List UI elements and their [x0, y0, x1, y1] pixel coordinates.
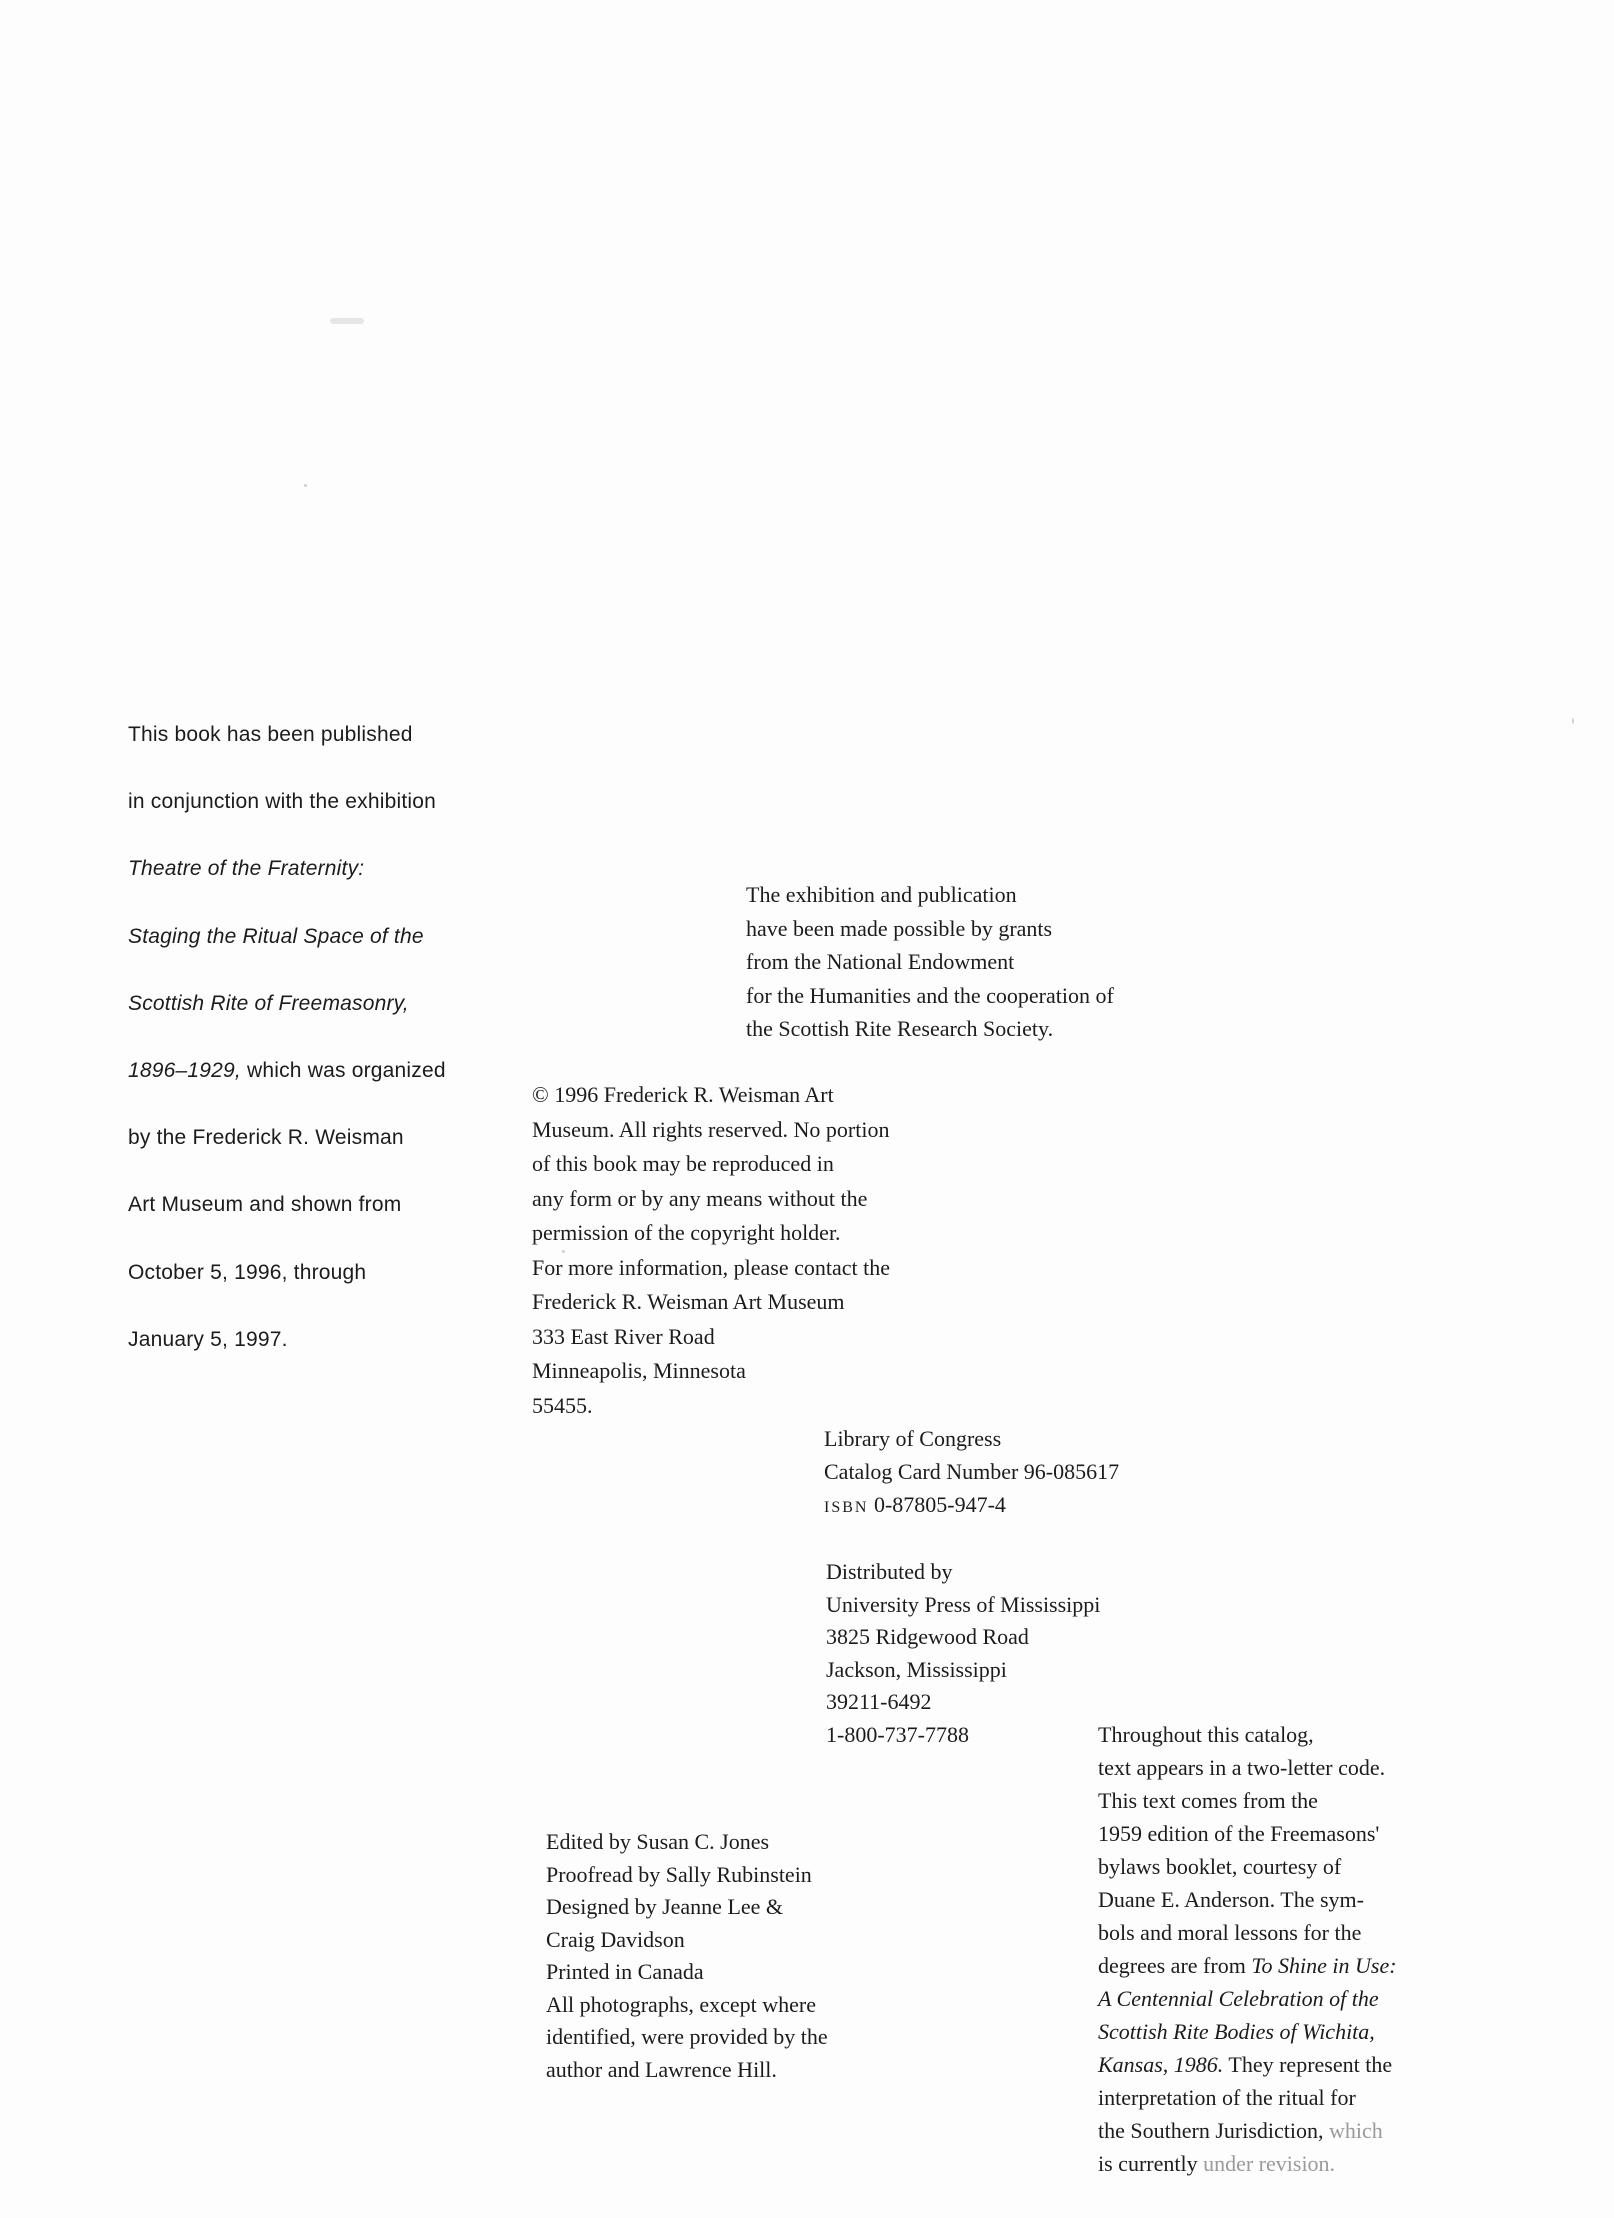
- exhibition-title-line: Staging the Ritual Space of the: [128, 924, 424, 948]
- grants-line: have been made possible by grants: [746, 915, 1053, 941]
- grants-line: from the National Endowment: [746, 949, 1015, 974]
- exhibition-line: Art Museum and shown from: [128, 1193, 402, 1217]
- copyright-line: 333 East River Road: [532, 1323, 715, 1349]
- exhibition-line: [128, 1054, 508, 1121]
- credits-line: Craig Davidson: [546, 1926, 685, 1952]
- distribution-line: 3825 Ridgewood Road: [826, 1624, 1029, 1649]
- catalog-note-line: [1098, 1949, 1518, 1982]
- isbn-line: [824, 1488, 1324, 1524]
- catalog-card-number: Catalog Card Number 96-085617: [824, 1459, 1120, 1484]
- distribution-line: 39211-6492: [826, 1689, 932, 1714]
- copyright-line: 55455.: [532, 1392, 593, 1418]
- exhibition-line: January 5, 1997.: [128, 1327, 288, 1351]
- catalog-note-line: Throughout this catalog,: [1098, 1722, 1314, 1747]
- copyright-line: © 1996 Frederick R. Weisman Art: [532, 1082, 834, 1107]
- catalog-note-line: Duane E. Anderson. The sym-: [1098, 1887, 1364, 1912]
- production-credits: [546, 1826, 966, 2086]
- catalog-note-text: They represent the: [1223, 2052, 1393, 2077]
- scan-speck: [1572, 718, 1574, 724]
- scan-speck: [562, 1250, 565, 1253]
- grants-statement: [746, 878, 1266, 1046]
- copyright-line: Frederick R. Weisman Art Museum: [532, 1289, 845, 1314]
- faded-text: under revision.: [1203, 2151, 1336, 2176]
- exhibition-line: October 5, 1996, through: [128, 1260, 367, 1284]
- distribution-line: Distributed by: [826, 1559, 953, 1584]
- cited-title-line: Scottish Rite Bodies of Wichita,: [1098, 2019, 1375, 2044]
- credits-line: Printed in Canada: [546, 1959, 704, 1984]
- isbn-value: 0-87805-947-4: [868, 1492, 1006, 1517]
- loc-line: Library of Congress: [824, 1426, 1002, 1451]
- catalog-note-line: interpretation of the ritual for: [1098, 2085, 1356, 2110]
- grants-line: the Scottish Rite Research Society.: [746, 1016, 1054, 1041]
- catalog-note-line: This text comes from the: [1098, 1788, 1318, 1813]
- copyright-line: any form or by any means without the: [532, 1185, 868, 1211]
- credits-line: Proofread by Sally Rubinstein: [546, 1861, 812, 1887]
- credits-line: Edited by Susan C. Jones: [546, 1829, 770, 1854]
- library-of-congress-info: [824, 1422, 1324, 1524]
- credits-line: Designed by Jeanne Lee &: [546, 1894, 784, 1919]
- cited-title: Kansas, 1986.: [1098, 2052, 1224, 2077]
- catalog-note-line: [1098, 2147, 1518, 2180]
- distribution-line: University Press of Mississippi: [826, 1591, 1101, 1617]
- copyright-line: of this book may be reproduced in: [532, 1151, 834, 1176]
- grants-line: for the Humanities and the cooperation of: [746, 982, 1114, 1008]
- catalog-note-line: 1959 edition of the Freemasons': [1098, 1821, 1380, 1846]
- exhibition-line: This book has been published: [128, 723, 413, 746]
- distribution-line: Jackson, Mississippi: [826, 1656, 1007, 1682]
- catalog-note-text: degrees are from: [1098, 1953, 1252, 1978]
- copyright-line: Minneapolis, Minnesota: [532, 1358, 746, 1383]
- catalog-note-text: the Southern Jurisdiction,: [1098, 2118, 1324, 2143]
- cited-title-line: A Centennial Celebration of the: [1098, 1986, 1379, 2011]
- copyright-line: permission of the copyright holder.: [532, 1220, 841, 1245]
- catalog-note-text: is currently: [1098, 2151, 1204, 2176]
- exhibition-title-line: Theatre of the Fraternity:: [128, 857, 365, 881]
- copyright-line: For more information, please contact the: [532, 1254, 890, 1280]
- credits-line: identified, were provided by the: [546, 2024, 828, 2049]
- exhibition-line: in conjunction with the exhibition: [128, 790, 436, 814]
- catalog-note-line: [1098, 2114, 1518, 2147]
- exhibition-notice: [128, 718, 508, 1390]
- scan-speck: [304, 484, 307, 487]
- exhibition-line: by the Frederick R. Weisman: [128, 1126, 404, 1150]
- copyright-line: Museum. All rights reserved. No portion: [532, 1116, 890, 1142]
- credits-line: author and Lawrence Hill.: [546, 2056, 777, 2082]
- exhibition-dates-italic: 1896–1929,: [128, 1058, 241, 1082]
- faded-text: which: [1323, 2118, 1383, 2143]
- catalog-note-line: bylaws booklet, courtesy of: [1098, 1854, 1342, 1879]
- cited-title: To Shine in Use:: [1251, 1953, 1397, 1978]
- isbn-label: ISBN: [824, 1499, 869, 1516]
- distribution-phone: 1-800-737-7788: [826, 1721, 969, 1747]
- catalog-note-line: [1098, 2048, 1518, 2081]
- grants-line: The exhibition and publication: [746, 882, 1017, 907]
- copyright-notice: [532, 1078, 1032, 1423]
- catalog-note-line: text appears in a two-letter code.: [1098, 1755, 1386, 1780]
- exhibition-organized-text: which was organized: [240, 1058, 446, 1082]
- catalog-note-line: bols and moral lessons for the: [1098, 1920, 1362, 1945]
- scan-speck: [330, 318, 364, 324]
- exhibition-title-line: Scottish Rite of Freemasonry,: [128, 991, 409, 1015]
- credits-line: All photographs, except where: [546, 1991, 817, 2017]
- catalog-note: [1098, 1718, 1518, 2180]
